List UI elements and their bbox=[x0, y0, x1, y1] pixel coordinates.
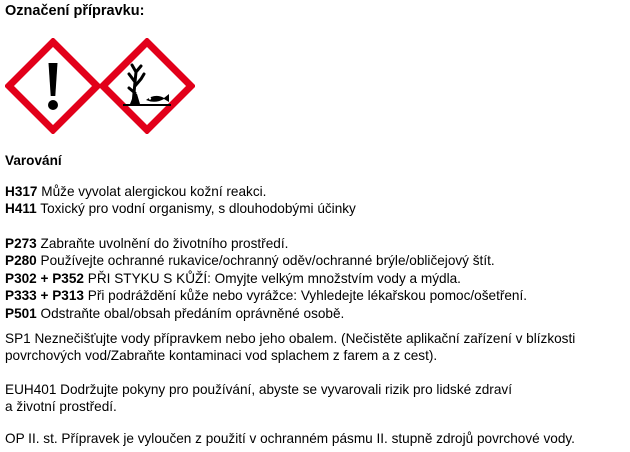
op-paragraph bbox=[5, 430, 627, 447]
statement-code: P280 bbox=[5, 253, 37, 269]
statement-text: Používejte ochranné rukavice/ochranný oděv/ochranné brýle/obličejový štít. bbox=[36, 253, 495, 269]
precautionary-statement bbox=[5, 235, 627, 252]
euh401-paragraph bbox=[5, 381, 627, 416]
op-line: OP II. st. Přípravek je vyloučen z použití v ochranném pásmu II. stupně zdrojů povrchové vody. bbox=[5, 431, 575, 446]
exclamation-mark-icon bbox=[5, 38, 101, 134]
statement-text: Toxický pro vodní organismy, s dlouhodobými účinky bbox=[36, 201, 356, 217]
sp1-line: SP1 Neznečišťujte vody přípravkem nebo jeho obalem. (Nečistěte aplikační zařízení v blízkosti bbox=[5, 331, 576, 346]
hazard-statements bbox=[5, 183, 627, 218]
hazard-statement bbox=[5, 200, 627, 217]
statement-code: P302 + P352 bbox=[5, 270, 84, 286]
environment-hazard-icon bbox=[99, 38, 195, 134]
precautionary-statement bbox=[5, 287, 627, 304]
statement-text: Odstraňte obal/obsah předáním oprávněné osobě. bbox=[36, 305, 345, 321]
statement-code: P273 bbox=[5, 236, 37, 251]
sp1-paragraph bbox=[5, 330, 627, 365]
statement-text: Může vyvolat alergickou kožní reakci. bbox=[37, 184, 267, 199]
euh401-line: EUH401 Dodržujte pokyny pro používání, abyste se vyvarovali rizik pro lidské zdraví bbox=[5, 382, 512, 397]
euh401-line: a životní prostředí. bbox=[5, 399, 117, 415]
statement-code: P333 + P313 bbox=[5, 288, 84, 304]
signal-word: Varování bbox=[5, 153, 62, 168]
precautionary-statement bbox=[5, 252, 627, 269]
precautionary-statements bbox=[5, 235, 627, 322]
statement-text: Zabraňte uvolnění do životního prostředí. bbox=[36, 236, 289, 251]
hazard-statement bbox=[5, 183, 627, 200]
sp1-line: povrchových vod/Zabraňte kontaminaci vod splachem z farem a z cest). bbox=[5, 348, 438, 364]
precautionary-statement bbox=[5, 270, 627, 287]
statement-text: Při podráždění kůže nebo vyrážce: Vyhledejte lékařskou pomoc/ošetření. bbox=[84, 288, 528, 304]
statement-code: H317 bbox=[5, 184, 38, 199]
precautionary-statement bbox=[5, 305, 627, 322]
statement-code: P501 bbox=[5, 305, 37, 321]
statement-code: H411 bbox=[5, 201, 37, 217]
page-title: Označení přípravku: bbox=[5, 3, 145, 19]
statement-text: PŘI STYKU S KŮŽÍ: Omyjte velkým množstvím vody a mýdla. bbox=[84, 270, 461, 286]
